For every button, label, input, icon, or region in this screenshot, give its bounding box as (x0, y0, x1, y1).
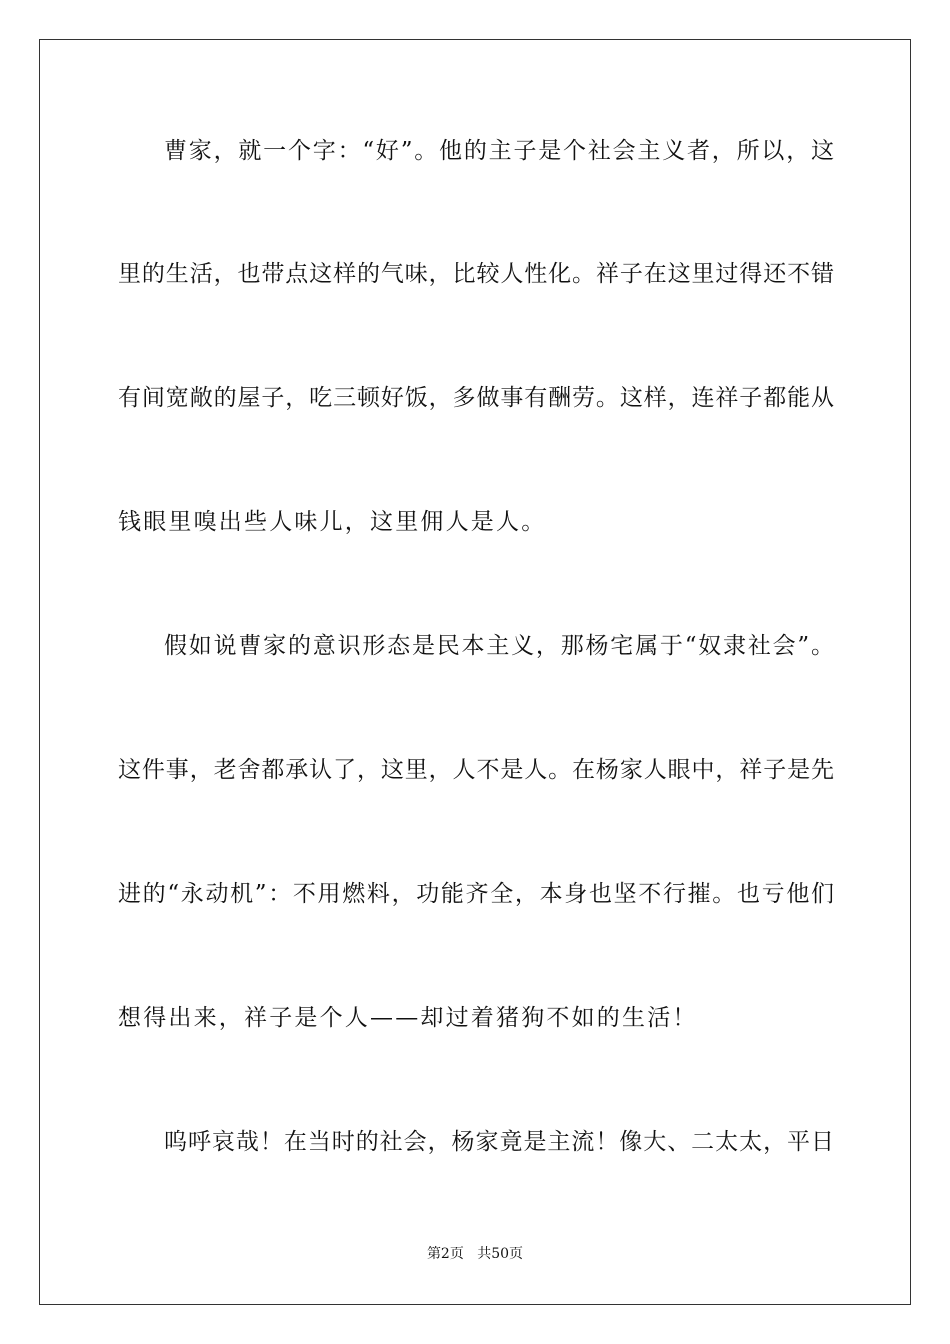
paragraph-2-line-3: 进的“永动机”：不用燃料，功能齐全，本身也坚不行摧。也亏他们 (118, 881, 834, 907)
paragraph-1-line-4: 钱眼里嗅出些人味儿，这里佣人是人。 (118, 509, 547, 535)
page-footer (0, 1244, 950, 1264)
paragraph-2-line-4: 想得出来，祥子是个人——却过着猪狗不如的生活！ (118, 1005, 698, 1031)
paragraph-2-line-1: 假如说曹家的意识形态是民本主义，那杨宅属于“奴隶社会”。 (164, 633, 834, 659)
paragraph-3-line-1: 呜呼哀哉！在当时的社会，杨家竟是主流！像大、二太太，平日 (164, 1129, 834, 1155)
page-number: 第2页 (426, 1246, 464, 1262)
total-pages: 共50页 (477, 1246, 524, 1262)
paragraph-1-line-2: 里的生活，也带点这样的气味，比较人性化。祥子在这里过得还不错 (118, 261, 834, 287)
paragraph-2-line-2: 这件事，老舍都承认了，这里，人不是人。在杨家人眼中，祥子是先 (118, 757, 834, 783)
paragraph-1-line-1: 曹家，就一个字：“好”。他的主子是个社会主义者，所以，这 (164, 138, 834, 164)
paragraph-1-line-3: 有间宽敞的屋子，吃三顿好饭，多做事有酬劳。这样，连祥子都能从 (118, 385, 834, 411)
page-border (39, 39, 911, 1305)
